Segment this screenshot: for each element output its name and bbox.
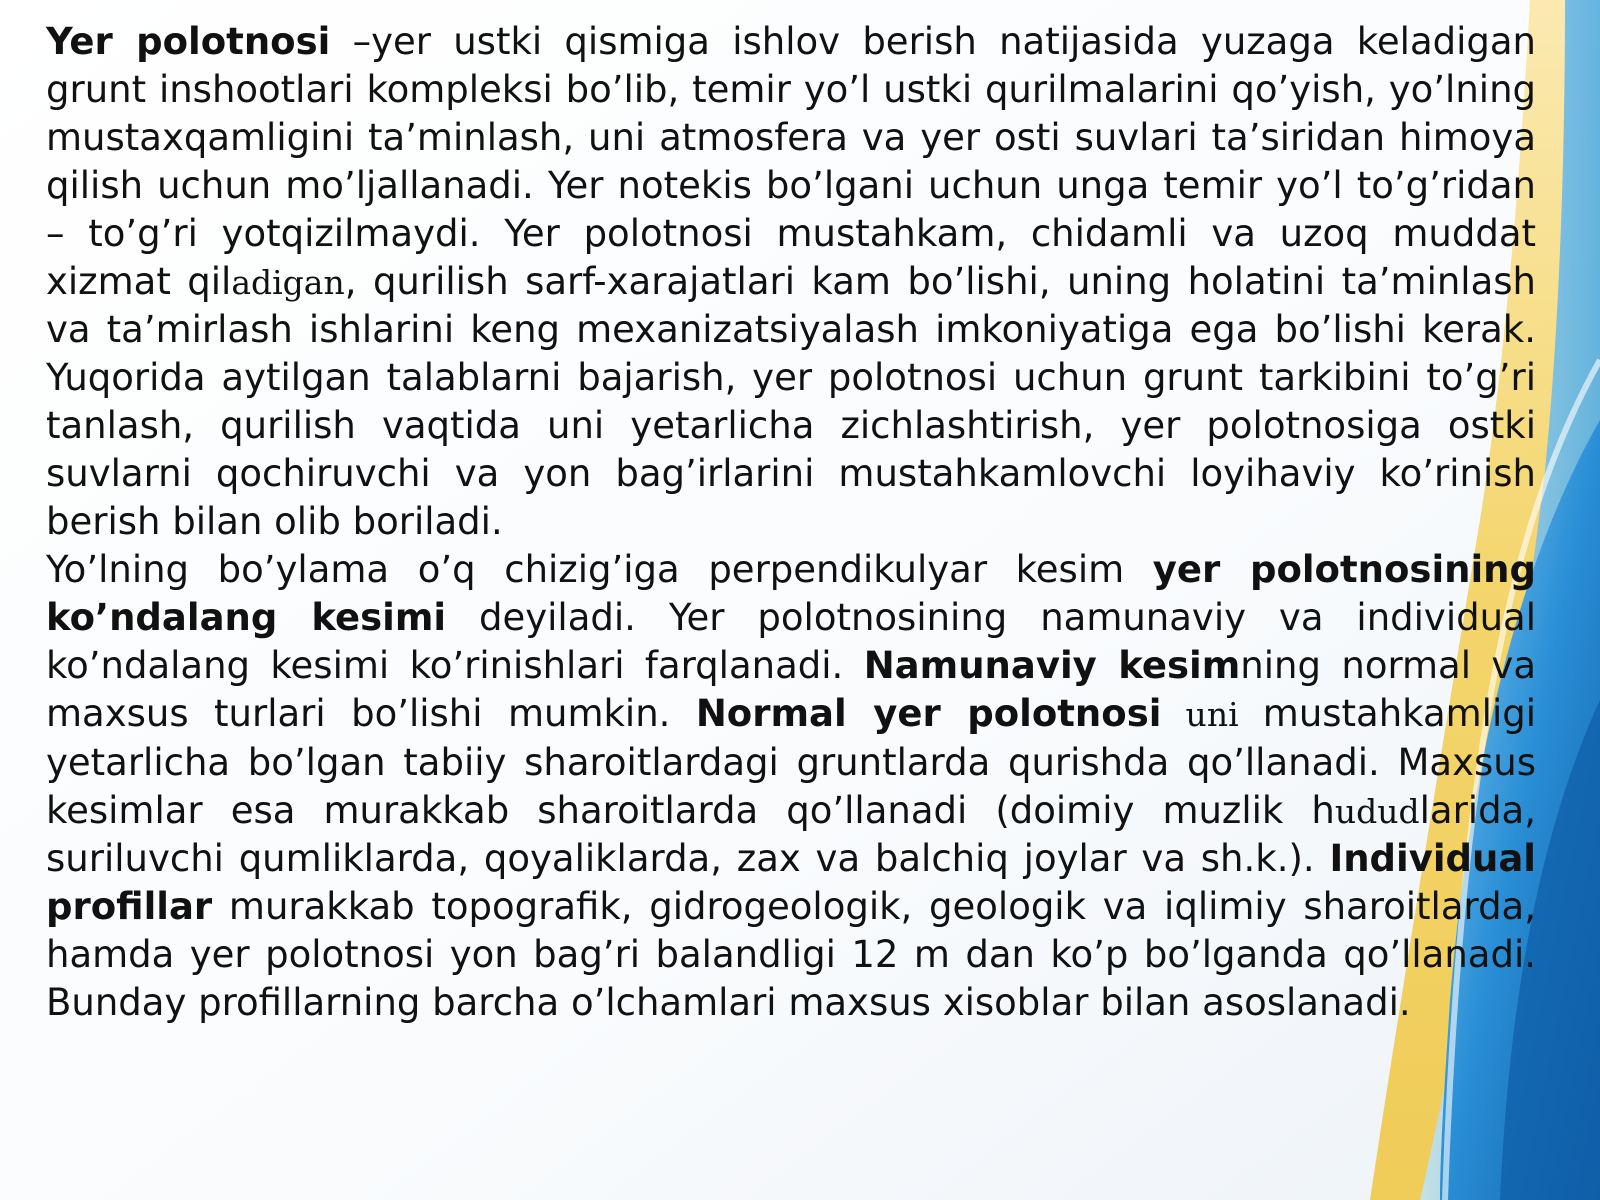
paragraph-text: –yer ustki qismiga ishlov berish natijasida yuzaga keladigan grunt inshootlari kompleksi bo’lib, temir yo’l ustki qurilmalarini qo’yish, yo’lning mustaxqamligini ta’minlash, uni atmosfera va yer osti suvlari ta’siridan himoya qilish uchun mo’ljallanadi. Yer notekis bo’lgani uchun unga temir yo’l to’g’ridan – to’g’ri yotqizilmaydi. Yer polotnosi mustahkam, chidamli va uzoq muddat xizmat qil [46,20,1536,303]
paragraph-yer-polotnosi [46,18,1536,546]
term-individual-profillar: Individual profillar [46,837,1536,929]
paragraph-text: Yo’lning bo’ylama o’q chizig’iga perpendikulyar kesim [46,547,1153,591]
term-namunaviy-kesim: Namunaviy kesim [863,643,1241,687]
paragraph-text-serif: adigan [231,262,345,302]
paragraph-text: larida, suriluvchi qumliklarda, qoyaliklarda, zax va balchiq joylar va sh.k.). [46,788,1536,881]
term-normal-yer-polotnosi: Normal yer polotnosi [695,691,1162,735]
paragraph-text-serif: udud [1334,791,1420,831]
paragraph-text: deyiladi. Yer polotnosining namunaviy va individual ko’ndalang kesimi ko’rinishlari farqlanadi. [46,595,1536,687]
paragraph-text: , qurilish sarf-xarajatlari kam bo’lishi, uning holatini ta’minlash va ta’mirlash ishlarini keng mexanizatsiyalash imkoniyatiga ega bo’lishi kerak. Yuqorida aytilgan talablarni bajarish, yer polotnosi uchun grunt tarkibini to’g’ri tanlash, qurilish vaqtida uni yetarlicha zichlashtirish, yer polotnosiga ostki suvlarni qochiruvchi va yon bag’irlarini mustahkamlovchi loyihaviy ko’rinish berish bilan olib boriladi. [46,259,1536,544]
paragraph-text: murakkab topografik, gidrogeologik, geologik va iqlimiy sharoitlarda, hamda yer polotnosi yon bag’ri balandligi 12 m dan ko’p bo’lganda qo’llanadi. Bunday profillarning barcha o’lchamlari maxsus xisoblar bilan asoslanadi. [46,885,1536,1025]
term-kondalang-kesim: yer polotnosining ko’ndalang kesimi [46,547,1536,639]
term-yer-polotnosi: Yer polotnosi [46,20,331,63]
paragraph-kondalang-kesim [46,546,1536,1027]
paragraph-text: ning normal va maxsus turlari bo’lishi mumkin. [46,643,1537,735]
paragraph-text: mustahkamligi yetarlicha bo’lgan tabiiy sharoitlardagi gruntlarda qurishda qo’llanadi. Maxsus kesimlar esa murakkab sharoitlarda qo’llanadi (doimiy muzlik h [46,691,1536,832]
paragraph-text-serif: uni [1161,694,1263,734]
slide-body-text [46,18,1536,1027]
